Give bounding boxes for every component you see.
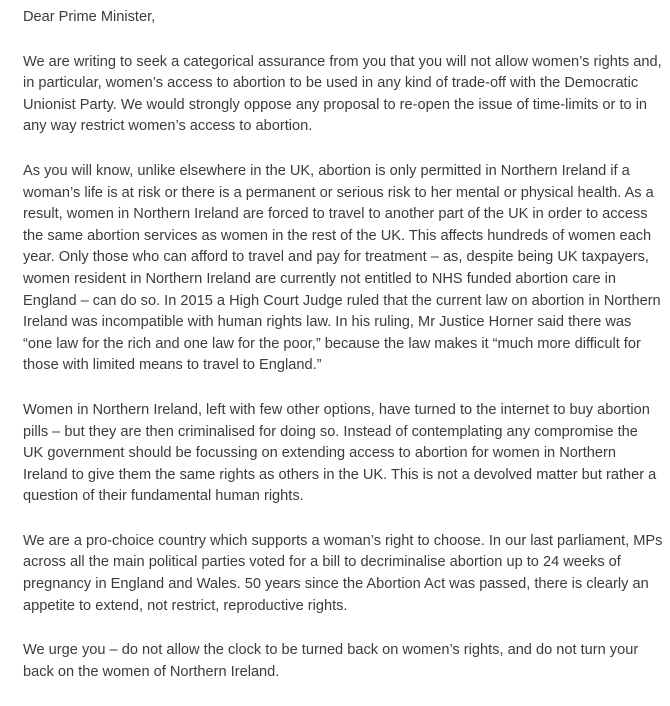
text-line: We are writing to seek a categorical assurance from you that you will not allow women’s rights and, (23, 53, 662, 70)
paragraph-current-law (23, 161, 661, 377)
text-line: pills – but they are then criminalised for doing so. Instead of contemplating any compromise the (23, 423, 638, 440)
text-line: We are a pro-choice country which supports a woman’s right to choose. In our last parliament, MPs (23, 532, 663, 549)
text-line: result, women in Northern Ireland are forced to travel to another part of the UK in order to access (23, 206, 648, 223)
text-line: appetite to extend, not restrict, reproductive rights. (23, 597, 348, 614)
salutation-text: Dear Prime Minister, (23, 9, 156, 25)
text-line: England – can do so. In 2015 a High Court Judge ruled that the current law on abortion in Northern (23, 292, 661, 309)
text-line: the same abortion services as women in the rest of the UK. This affects hundreds of women each (23, 227, 652, 244)
paragraph-closing (23, 640, 661, 683)
text-line: Women in Northern Ireland, left with few other options, have turned to the internet to buy abortion (23, 401, 650, 418)
paragraph-criminalisation (23, 400, 661, 508)
text-line: We urge you – do not allow the clock to be turned back on women’s rights, and do not turn your (23, 642, 639, 659)
text-line: pregnancy in England and Wales. 50 years since the Abortion Act was passed, there is clearly an (23, 576, 649, 593)
paragraph-pro-choice (23, 531, 661, 617)
paragraph-assurance (23, 52, 661, 138)
text-line: As you will know, unlike elsewhere in the UK, abortion is only permitted in Northern Ireland if a (23, 162, 630, 179)
text-line: back on the women of Northern Ireland. (23, 663, 280, 680)
text-line: women resident in Northern Ireland are currently not entitled to NHS funded abortion care in (23, 270, 616, 287)
text-line: “one law for the rich and one law for the poor,” because the law makes it “much more difficult for (23, 335, 641, 352)
text-line: across all the main political parties voted for a bill to decriminalise abortion up to 24 weeks of (23, 554, 621, 571)
text-line: UK government should be focussing on extending access to abortion for women in Northern (23, 445, 617, 462)
text-line: Ireland was incompatible with human rights law. In his ruling, Mr Justice Horner said there was (23, 314, 632, 331)
salutation (23, 7, 661, 29)
text-line: year. Only those who can afford to travel and pay for treatment – as, despite being UK taxpayers, (23, 249, 649, 266)
letter-body (23, 7, 661, 706)
text-line: those with limited means to travel to England.” (23, 357, 322, 374)
text-line: woman’s life is at risk or there is a permanent or serious risk to her mental or physical health. As a (23, 184, 654, 201)
text-line: Unionist Party. We would strongly oppose any proposal to re-open the issue of time-limits or to in (23, 96, 648, 113)
text-line: any way restrict women’s access to abortion. (23, 118, 313, 135)
text-line: question of their fundamental human rights. (23, 488, 304, 505)
text-line: in particular, women’s access to abortion to be used in any kind of trade-off with the Democratic (23, 75, 639, 92)
text-line: Ireland to give them the same rights as others in the UK. This is not a devolved matter but rather a (23, 466, 657, 483)
